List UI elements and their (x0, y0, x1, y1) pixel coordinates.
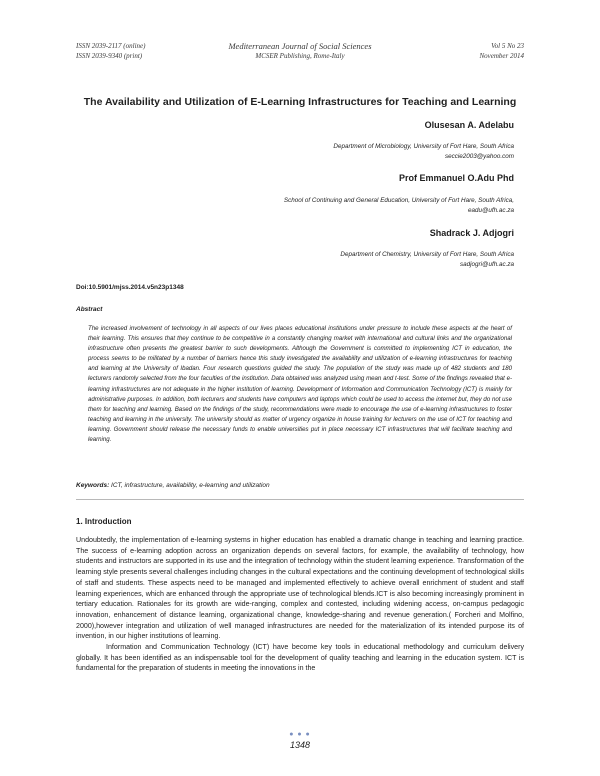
abstract-text: The increased involvement of technology in all aspects of our lives places educational institutions under pressure to include these aspects at the heart of their learning. This ensures that they continue to be competitive in a constantly changing market with international and cultural links and the organizational infrastructure often presents the greatest barrier to such developments. Although the Government is committed to implementing ICT in education, the process seems to be militated by a number of barriers hence this study investigated the availability and utilization of e-learning infrastructures for teaching and learning at the University of Ibadan. Four research questions guided the study. The population of the study was made up of 482 students and 180 lecturers randomly selected from the four faculties of the institution. Data obtained was analyzed using mean and t-test. Some of the findings revealed that e- learning infrastructures are not adequate in the higher institution of learning. Development of Information and Communication Technology (ICT) is mainly for administrative purposes. In addition, both lecturers and students have computers and laptops which could be used to access the internet but, they do not use them for teaching and learning. Based on the findings of the study, recommendations were made to encourage the use of e-learning infrastructures to foster teaching and learning in the university. The university should as matter of urgency organize in house training for lecturers on the use of ICT for teaching and learning. Government should release the necessary funds to enable universities put in place necessary ICT infrastructures that will facilitate teaching and learning. (88, 325, 512, 444)
author-name: Olusesan A. Adelabu (424, 120, 514, 130)
author-affiliation (340, 250, 514, 269)
paragraph: Undoubtedly, the implementation of e-learning systems in higher education has enabled a dramatic change in teaching and learning practice. The success of e-learning adoption across an organization depends on several factors, for example, the availability of technology, how students and instructors are supported in its use and the integration of technology within the student learning experience. Transformation of the learning style presents several challenges including changes in the cultural expectations and the continuing development of technological skills of staff and students. These aspects need to be managed and implemented effectively to achieve overall enrichment of student and staff learning experiences, which are enhanced through the appropriate use of technological blends.ICT is also becoming increasingly prominent in tertiary education. Rationales for its growth are wide-ranging, complex and contested, including widening access, on-campus pedagogic innovation, enhancement of distance learning, organizational change, knowledge-sharing and revenue generation.( Forcheri and Molfino, 2000),however integration and utilization of well managed infrastructures are needed for the materialization of its intended purpose its of invention, in our higher institutions of learning. (76, 536, 524, 641)
running-header (76, 41, 524, 67)
abstract-heading: Abstract (76, 306, 103, 313)
issn-print: ISSN 2039-9340 (print) (76, 52, 143, 60)
section-heading: 1. Introduction (76, 517, 132, 526)
author-email: eadu@ufh.ac.za (468, 206, 514, 214)
keywords (76, 482, 270, 489)
volume-block (479, 41, 524, 61)
paragraph: Information and Communication Technology (ICT) have become key tools in educational methodology and curriculum delivery globally. It has been identified as an indispensable tool for the development of quality teaching and learning in the education system. ICT is fundamental for the preparation of students in meeting the innovations in the (76, 643, 524, 673)
author-email: seccie2003@yahoo.com (444, 152, 514, 160)
author-name: Prof Emmanuel O.Adu Phd (398, 173, 514, 183)
affiliation-text: Department of Microbiology, University of Fort Hare, South Africa (333, 143, 514, 150)
author-name: Shadrack J. Adjogri (429, 228, 514, 238)
volume: Vol 5 No 23 (491, 42, 524, 50)
keywords-label: Keywords: (76, 482, 110, 489)
author-email: sadjogri@ufh.ac.za (460, 260, 514, 268)
page-number: 1348 (289, 740, 311, 750)
divider (76, 499, 524, 500)
body-text (76, 535, 524, 674)
paper-title: The Availability and Utilization of E-Learning Infrastructures for Teaching and Learning (83, 96, 517, 108)
affiliation-text: Department of Chemistry, University of Fort Hare, South Africa (340, 251, 514, 258)
doi: Doi:10.5901/mjss.2014.v5n23p1348 (76, 284, 184, 291)
author-affiliation (333, 142, 514, 161)
keywords-text: ICT, infrastructure, availability, e-learning and utilization (111, 482, 270, 489)
publisher: MCSER Publishing, Rome-Italy (255, 52, 345, 60)
journal-block (76, 41, 524, 61)
journal-name: Mediterranean Journal of Social Sciences (228, 41, 372, 51)
issue-date: November 2014 (479, 52, 524, 60)
affiliation-text: School of Continuing and General Education, University of Fort Hare, South Africa, (283, 197, 514, 204)
page-ornament: ● ● ● (289, 731, 311, 738)
author-affiliation (284, 196, 514, 215)
issn-online: ISSN 2039-2117 (online) (76, 42, 146, 50)
